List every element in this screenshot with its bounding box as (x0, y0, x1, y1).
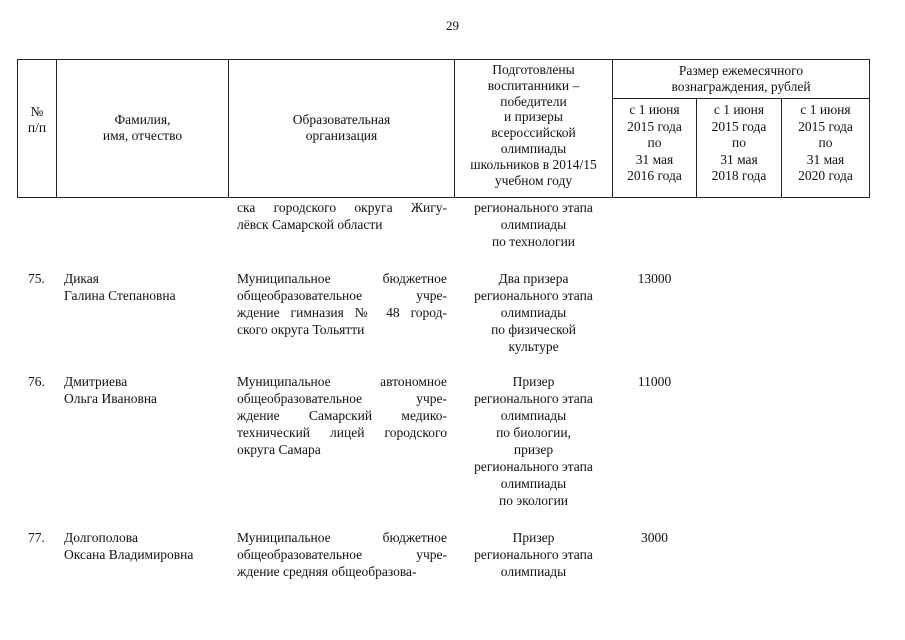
header-name: Фамилия, имя, отчество (102, 112, 183, 143)
prepared-line: регионального этапа (474, 391, 593, 406)
prepared-line: Призер (512, 374, 555, 389)
person-name: Дикая (64, 271, 99, 286)
award-amount: 11000 (637, 374, 672, 389)
org-line: общеобразовательное учре- (237, 288, 447, 303)
org-line: ждение Самарский медико- (237, 408, 447, 423)
header-num: № п/п (27, 104, 47, 135)
prepared-line: по физической (491, 322, 576, 337)
prepared-line: олимпиады (500, 408, 567, 423)
row-number: 76. (28, 374, 45, 389)
org-line: Муниципальное бюджетное (237, 530, 447, 545)
header-award: Размер ежемесячного вознаграждения, рублей (671, 63, 811, 94)
header-organization: Образовательная организация (292, 112, 391, 143)
prepared-line: по экологии (498, 493, 569, 508)
org-line: Муниципальное автономное (237, 374, 447, 389)
org-line: ска городского округа Жигу- (237, 200, 447, 215)
header-period-2018: с 1 июня 2015 года по 31 мая 2018 года (711, 102, 767, 183)
org-line: лёвск Самарской области (237, 217, 383, 232)
org-line: общеобразовательное учре- (237, 391, 447, 406)
prepared-line: регионального этапа (474, 459, 593, 474)
prepared-line: регионального этапа (474, 200, 593, 215)
org-line: ждение средняя общеобразова- (237, 564, 417, 579)
prepared-line: регионального этапа (474, 288, 593, 303)
prepared-line: олимпиады (500, 476, 567, 491)
person-name: Долгополова (64, 530, 138, 545)
header-prepared: Подготовлены воспитанники – победители и призеры всероссийской олимпиады школьников в 2014/15 учебном году (470, 62, 597, 188)
header-period-2020: с 1 июня 2015 года по 31 мая 2020 года (798, 102, 853, 183)
org-line: ждение гимназия № 48 город- (237, 305, 447, 320)
row-number: 75. (28, 271, 45, 286)
org-line: технический лицей городского (237, 425, 447, 440)
prepared-line: регионального этапа (474, 547, 593, 562)
person-name: Дмитриева (64, 374, 128, 389)
org-line: ского округа Тольятти (237, 322, 365, 337)
org-line: общеобразовательное учре- (237, 547, 447, 562)
award-amount: 3000 (641, 530, 668, 545)
org-line: Муниципальное бюджетное (237, 271, 447, 286)
header-period-2016: с 1 июня 2015 года по 31 мая 2016 года (627, 102, 682, 183)
prepared-line: по биологии, (496, 425, 571, 440)
prepared-line: культуре (508, 339, 559, 354)
prepared-line: олимпиады (500, 564, 567, 579)
page-number: 29 (446, 18, 459, 33)
person-name: Галина Степановна (64, 288, 176, 303)
prepared-line: олимпиады (500, 217, 567, 232)
prepared-line: олимпиады (500, 305, 567, 320)
prepared-line: по технологии (491, 234, 576, 249)
person-name: Оксана Владимировна (64, 547, 194, 562)
award-amount: 13000 (637, 271, 672, 286)
prepared-line: призер (513, 442, 554, 457)
prepared-line: Два призера (498, 271, 569, 286)
org-line: округа Самара (237, 442, 321, 457)
prepared-line: Призер (512, 530, 555, 545)
person-name: Ольга Ивановна (64, 391, 158, 406)
row-number: 77. (28, 530, 45, 545)
